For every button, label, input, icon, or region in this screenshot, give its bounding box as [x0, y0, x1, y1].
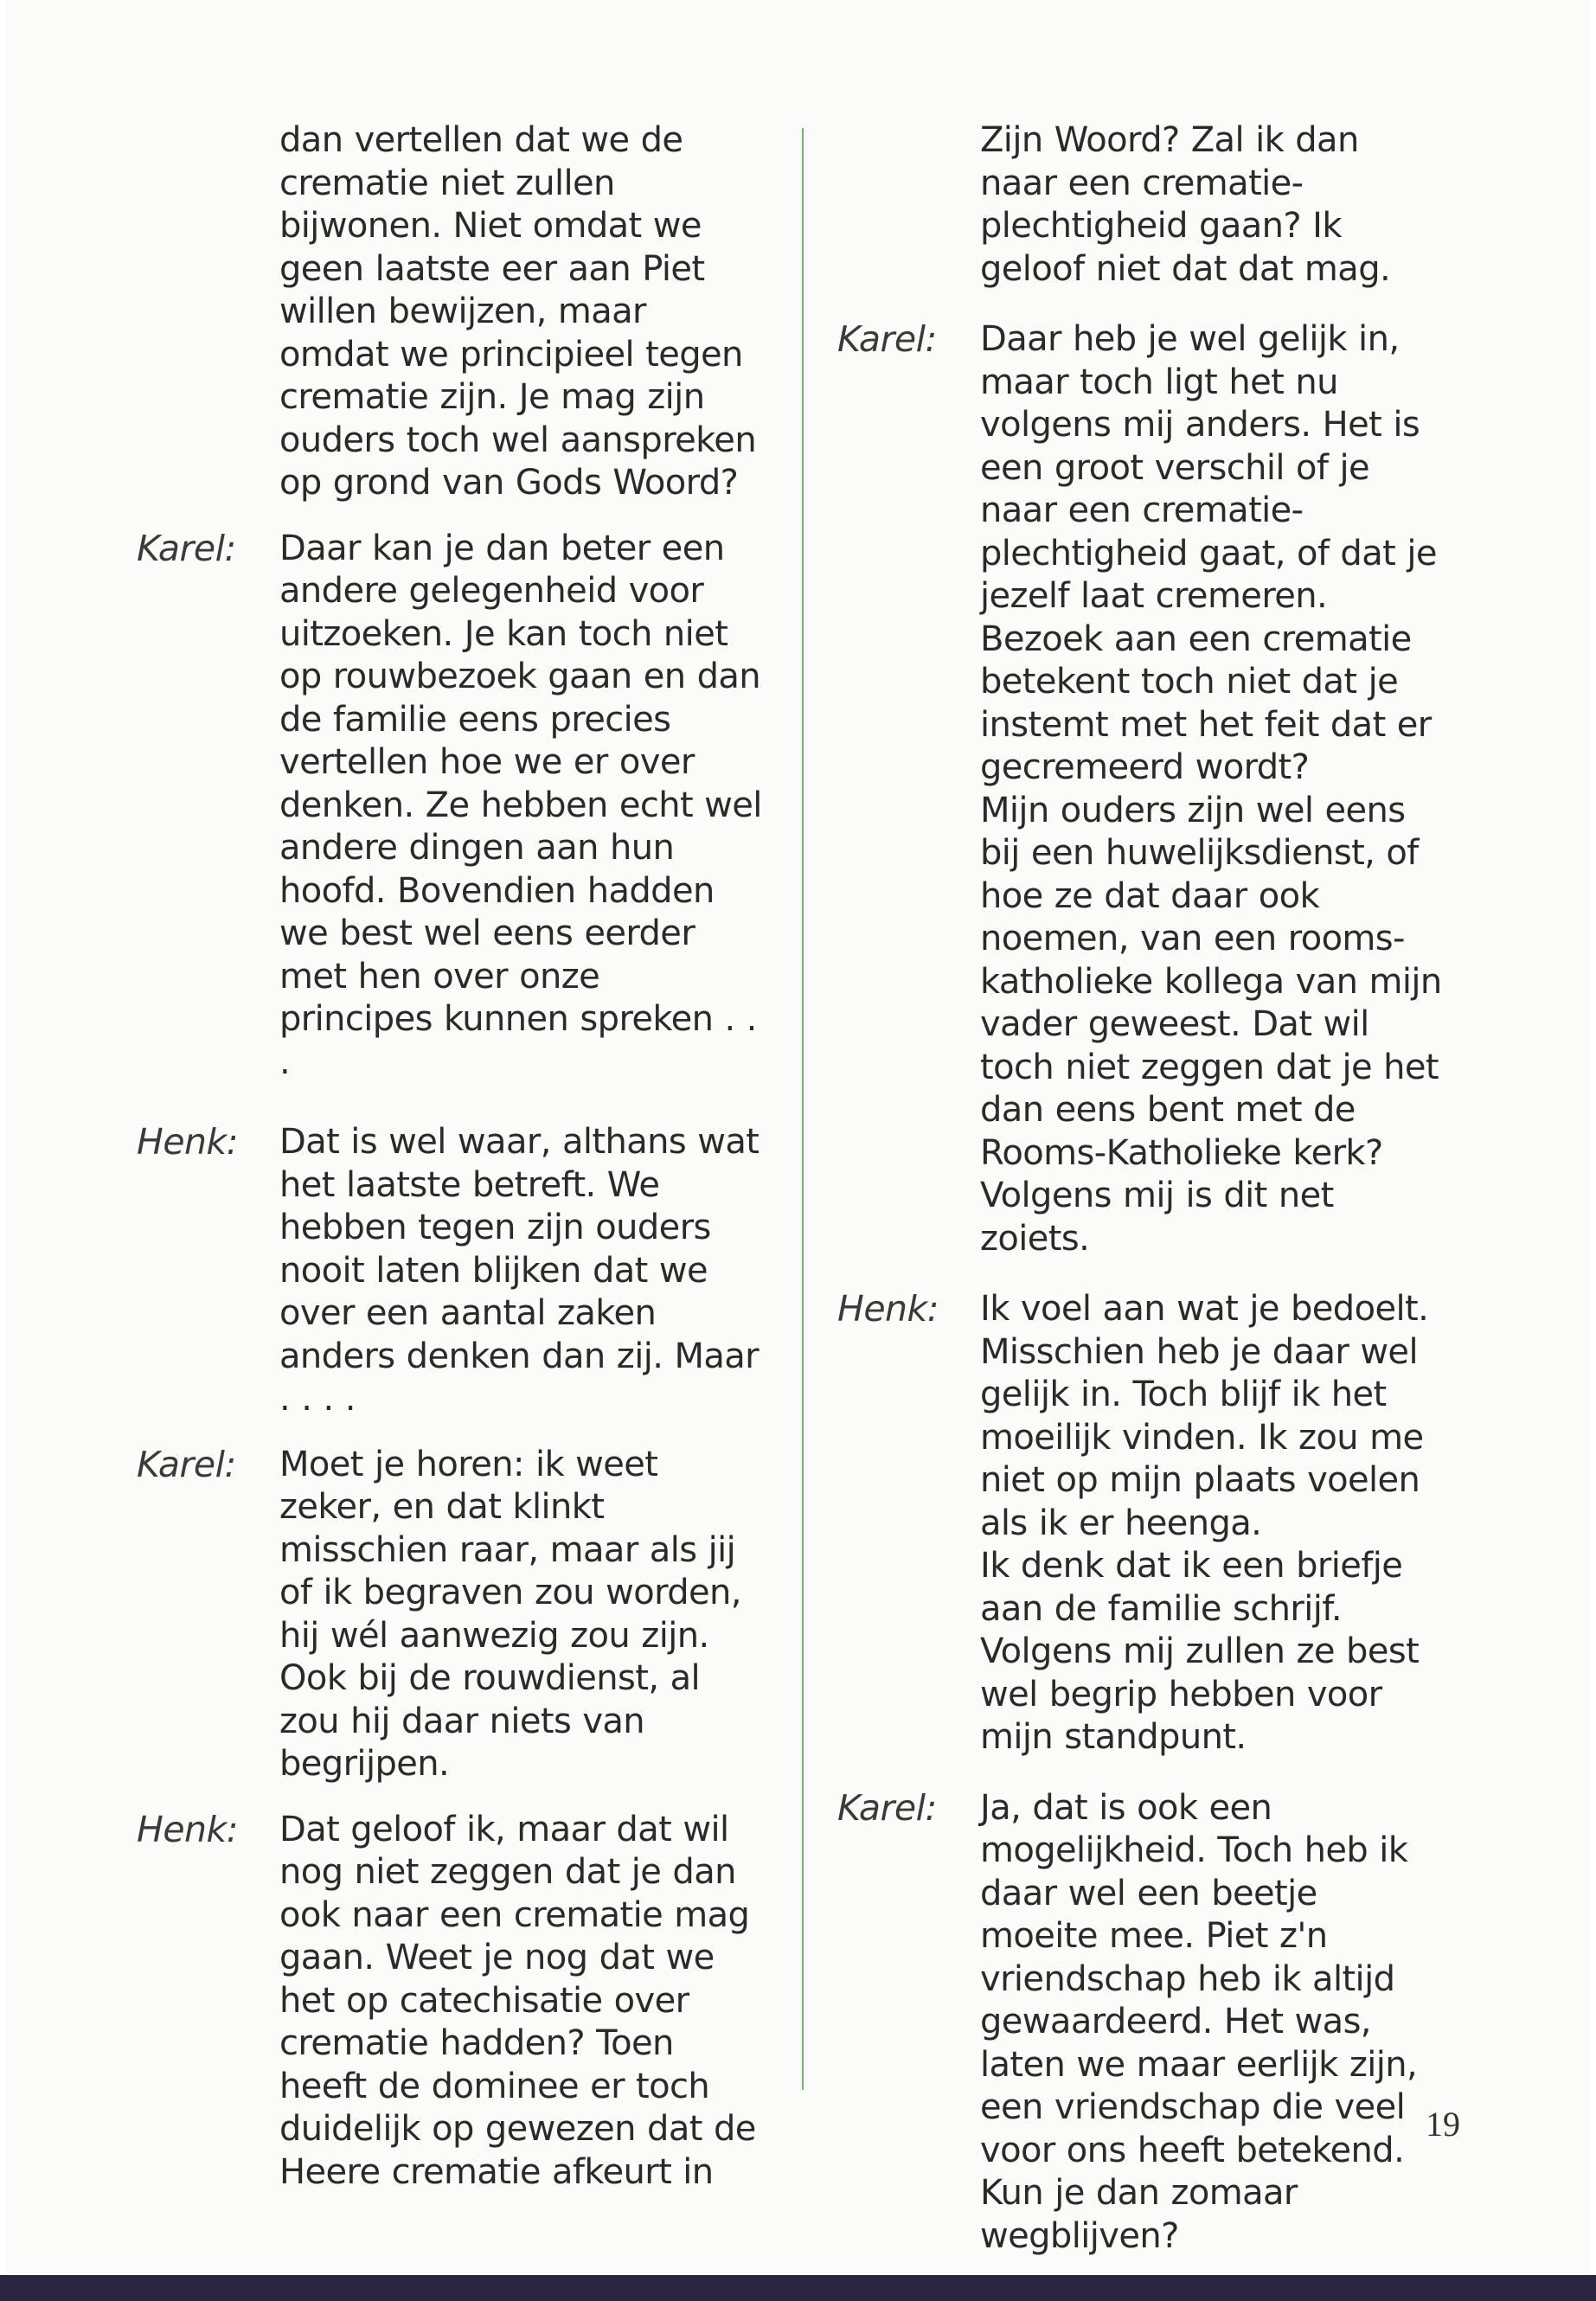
dialogue-text [980, 318, 1443, 1260]
continuation-text: dan vertellen dat we de crematie niet zullen bijwonen. Niet omdat we geen laatste eer aan Piet willen bewijzen, maar omdat we principieel tegen crematie zijn. Je mag zijn ouders toch wel aanspreken op grond van Gods Woord? [279, 120, 757, 503]
dialogue-text [980, 1288, 1443, 1759]
dialogue-block [837, 318, 1443, 1260]
speaker-label: Henk: [837, 1288, 939, 1330]
dialogue-block [137, 119, 764, 505]
paragraph: Ik voel aan wat je bedoelt. Misschien heb je daar wel gelijk in. Toch blijf ik het moeilijk vinden. Ik zou me niet op mijn plaats voelen als ik er heenga. [980, 1289, 1429, 1543]
paragraph: Ik denk dat ik een briefje aan de familie schrijf. Volgens mij zullen ze best wel begrip hebben voor mijn standpunt. [980, 1546, 1420, 1757]
scan-edge [0, 2275, 1596, 2301]
dialogue-text: Dat geloof ik, maar dat wil nog niet zeggen dat je dan ook naar een crematie mag gaan. Weet je nog dat we het op catechisatie over crematie hadden? Toen heeft de dominee er toch duidelijk op gewezen dat de Heere crematie afkeurt in [279, 1809, 756, 2192]
speaker-label: Karel: [137, 1443, 236, 1485]
dialogue-block [137, 1809, 764, 2195]
dialogue-block [137, 1444, 764, 1786]
speaker-label: Karel: [837, 318, 937, 360]
dialogue-text [980, 1787, 1443, 2259]
column-divider [802, 128, 804, 2090]
right-column [837, 119, 1443, 2258]
dialogue-block [837, 1787, 1443, 2259]
book-page [7, 0, 1589, 2301]
dialogue-block [137, 1121, 764, 1421]
dialogue-text: Dat is wel waar, althans wat het laatste betreft. We hebben tegen zijn ouders nooit laten blijken dat we over een aantal zaken anders denken dan zij. Maar . . . . [279, 1122, 760, 1419]
paragraph: Ja, dat is ook een mogelijkheid. Toch heb ik daar wel een beetje moeite mee. Piet z'n vriendschap heb ik altijd gewaardeerd. Het was, laten we maar eerlijk zijn, een vriendschap die veel voor ons heeft betekend. Kun je dan zomaar wegblijven? [980, 1787, 1418, 2256]
dialogue-block [137, 528, 764, 1085]
dialogue-block [837, 1288, 1443, 1759]
continuation-text: Zijn Woord? Zal ik dan naar een crematie-plechtigheid gaan? Ik geloof niet dat dat mag. [980, 120, 1391, 289]
speaker-label: Karel: [137, 527, 236, 569]
dialogue-text: Daar kan je dan beter een andere gelegenheid voor uitzoeken. Je kan toch niet op rouwbezoek gaan en dan de familie eens precies vertellen hoe we er over denken. Ze hebben echt wel andere dingen aan hun hoofd. Bovendien hadden we best wel eens eerder met hen over onze principes kunnen spreken . . . [279, 528, 762, 1082]
speaker-label: Karel: [837, 1786, 937, 1829]
dialogue-block [837, 119, 1443, 291]
paragraph: Daar heb je wel gelijk in, maar toch ligt het nu volgens mij anders. Het is een groot verschil of je naar een crematie-plechtigheid gaat, of dat je jezelf laat cremeren. Bezoek aan een crematie betekent toch niet dat je instemt met het feit dat er gecremeerd wordt? [980, 319, 1437, 787]
speaker-label: Henk: [137, 1121, 239, 1163]
speaker-label: Henk: [137, 1808, 239, 1850]
dialogue-text: Moet je horen: ik weet zeker, en dat klinkt misschien raar, maar als jij of ik begraven zou worden, hij wél aanwezig zou zijn. Ook bij de rouwdienst, al zou hij daar niets van begrijpen. [279, 1444, 741, 1784]
page-number: 19 [1426, 2105, 1460, 2144]
paragraph: Mijn ouders zijn wel eens bij een huwelijksdienst, of hoe ze dat daar ook noemen, van een rooms-katholieke kollega van mijn vader geweest. Dat wil toch niet zeggen dat je het dan eens bent met de Rooms-Katholieke kerk? Volgens mij is dit net zoiets. [980, 790, 1442, 1259]
left-column [137, 119, 764, 2194]
